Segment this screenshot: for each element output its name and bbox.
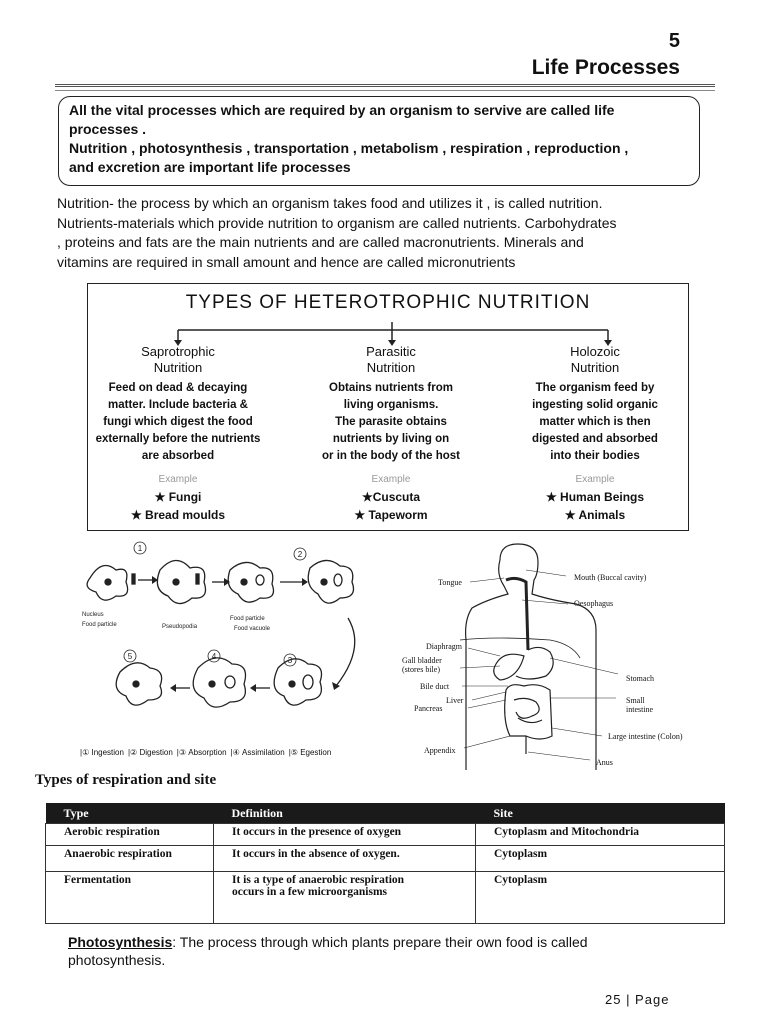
type-name: Saprotrophic (141, 344, 215, 359)
header-definition: Definition (214, 803, 476, 824)
header-rule (55, 84, 715, 87)
holozoic-column (500, 344, 690, 524)
cell-definition: It occurs in the presence of oxygen (214, 824, 476, 846)
small-intestine-label-2: intestine (626, 705, 654, 714)
respiration-table (45, 803, 725, 924)
stage-number: 5 (127, 652, 133, 661)
paragraph-line: vitamins are required in small amount and hence are called micronutrients (57, 253, 516, 270)
chapter-number: 5 (668, 30, 680, 52)
cell-site: Cytoplasm and Mitochondria (476, 824, 725, 846)
paragraph-line: Nutrition- the process by which an organism takes food and utilizes it , is called nutrition. (57, 195, 603, 211)
definition-line: All the vital processes which are required by an organism to servive are called life (69, 102, 615, 118)
table-row (46, 872, 725, 924)
cell-site: Cytoplasm (476, 872, 725, 924)
process-legend (80, 748, 331, 757)
large-intestine-label: Large intestine (Colon) (608, 732, 683, 741)
food-vacuole-label: Food vacuole (234, 626, 271, 632)
definition-line: processes . (69, 121, 147, 137)
cell-type: Anaerobic respiration (46, 846, 214, 872)
photosynthesis-term: Photosynthesis (68, 934, 173, 950)
stage-number: 4 (211, 652, 217, 661)
respiration-heading: Types of respiration and site (35, 772, 217, 788)
cell-type: Fermentation (46, 872, 214, 924)
nutrition-paragraph (57, 194, 677, 272)
legend-item: |② Digestion (127, 748, 173, 757)
stage-number: 3 (287, 656, 293, 665)
paragraph-line: , proteins and fats are the main nutrients and are called macronutrients. Minerals and (57, 234, 584, 250)
chapter-title: Life Processes (531, 56, 680, 79)
example-item: ★ Human Beings (545, 490, 645, 504)
cell-definition: It occurs in the absence of oxygen. (214, 846, 476, 872)
example-heading: Example (371, 474, 411, 485)
type-description: Obtains nutrients from living organisms. The parasite obtains nutrients by living on or in the body of the host (322, 382, 460, 462)
paragraph-line: Nutrients-materials which provide nutrition to organism are called nutrients. Carbohydrates (57, 214, 617, 231)
stage-number: 1 (137, 544, 143, 553)
nucleus-label: Nucleus (82, 612, 104, 618)
gall-bladder-label: Gall bladder (402, 656, 442, 665)
stomach-label: Stomach (626, 674, 654, 683)
amoeba-nutrition-diagram (80, 540, 370, 770)
definition-box (58, 96, 700, 186)
cell-site: Cytoplasm (476, 846, 725, 872)
example-item: ★ Bread moulds (130, 508, 226, 522)
photosynthesis-paragraph (68, 933, 688, 969)
diaphragm-label: Diaphragm (426, 642, 462, 651)
heterotrophic-title: TYPES OF HETEROTROPHIC NUTRITION (185, 292, 591, 313)
table-row (46, 824, 725, 846)
example-item: ★ Animals (564, 508, 626, 522)
stores-bile-label: (stores bile) (402, 665, 440, 674)
photosynthesis-definition: : The process through which plants prepare their own food is called (172, 934, 588, 950)
photosynthesis-definition-cont: photosynthesis. (68, 952, 166, 968)
type-description: Feed on dead & decaying matter. Include bacteria & fungi which digest the food externally before the nutrients are absorbed (95, 382, 261, 462)
digestive-system-diagram (400, 540, 710, 770)
example-item: ★ Tapeworm (354, 508, 428, 522)
legend-item: |⑤ Egestion (288, 748, 332, 757)
small-intestine-label: Small (626, 696, 645, 705)
bile-duct-label: Bile duct (420, 682, 450, 691)
saprotrophic-column (83, 344, 273, 524)
header-site: Site (476, 803, 725, 824)
example-item: ★Cuscuta (361, 490, 421, 504)
header-type: Type (46, 803, 214, 824)
cell-definition: It is a type of anaerobic respiration occurs in a few microorganisms (214, 872, 476, 924)
pseudopodia-label: Pseudopodia (162, 624, 198, 630)
food-particle-label: Food particle (82, 622, 117, 628)
definition-line: and excretion are important life processes (69, 159, 351, 175)
parasitic-column (296, 344, 486, 524)
type-name-sub: Nutrition (366, 360, 416, 375)
example-heading: Example (158, 474, 198, 485)
liver-label: Liver (446, 696, 464, 705)
header-rule-thin (55, 90, 715, 91)
cell-type: Aerobic respiration (46, 824, 214, 846)
food-particle-label: Food particle (230, 616, 265, 622)
pancreas-label: Pancreas (414, 704, 443, 713)
stage-number: 2 (297, 550, 303, 559)
heterotrophic-nutrition-box (87, 283, 689, 531)
anus-label: Anus (596, 758, 613, 767)
amoeba-illustration (80, 540, 370, 740)
table-row (46, 846, 725, 872)
page-number: 25 | Page (605, 992, 670, 1007)
type-name: Holozoic (570, 344, 620, 359)
table-header-row (46, 803, 725, 824)
tongue-label: Tongue (438, 578, 462, 587)
mouth-label: Mouth (Buccal cavity) (574, 573, 647, 582)
type-name-sub: Nutrition (153, 360, 203, 375)
legend-item: |① Ingestion (80, 748, 124, 757)
appendix-label: Appendix (424, 746, 456, 755)
legend-item: |④ Assimilation (230, 748, 285, 757)
legend-item: |③ Absorption (176, 748, 227, 757)
example-item: ★ Fungi (154, 490, 202, 504)
definition-line: Nutrition , photosynthesis , transportation , metabolism , respiration , reproduction , (69, 140, 629, 156)
example-heading: Example (575, 474, 615, 485)
type-description: The organism feed by ingesting solid organic matter which is then digested and absorbed into their bodies (532, 382, 658, 462)
type-name: Parasitic (366, 344, 416, 359)
type-name-sub: Nutrition (570, 360, 620, 375)
oesophagus-label: Oesophagus (574, 599, 614, 608)
